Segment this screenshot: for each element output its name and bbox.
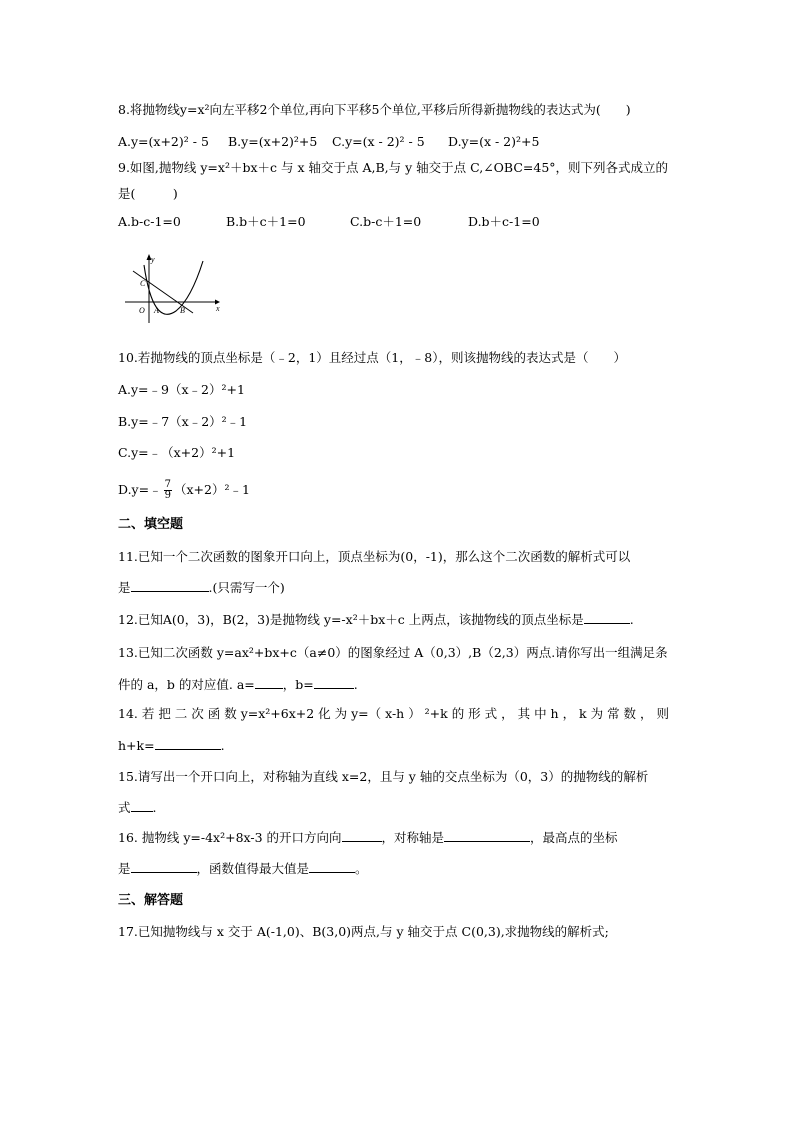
q17-stem: 17.已知抛物线与 x 交于 A(-1,0)、B(3,0)两点,与 y 轴交于点 C(0,3),求抛物线的解析式;	[118, 924, 609, 939]
q16-vertex-blank[interactable]	[131, 861, 197, 873]
q9-option-a: A.b-c-1=0	[118, 214, 181, 229]
q16-part-d: 是	[118, 861, 131, 876]
label-a: A	[154, 306, 159, 315]
q16-part-c: ，最高点的坐标	[530, 830, 618, 845]
q8-option-c: C.y=(x - 2)² - 5	[332, 134, 425, 149]
q8-option-b: B.y=(x+2)²+5	[228, 134, 318, 149]
parabola-curve	[144, 261, 203, 314]
q15-prefix: 式	[118, 800, 131, 815]
q9-stem-line1: 9.如图,抛物线 y=x²＋bx＋c 与 x 轴交于点 A,B,与 y 轴交于点 C,∠OBC=45°，则下列各式成立的	[118, 160, 669, 175]
q14-line2	[118, 738, 225, 754]
q13-b-blank[interactable]	[314, 677, 354, 689]
q15-answer-blank[interactable]	[131, 800, 153, 812]
q11-answer-blank[interactable]	[131, 580, 209, 592]
q8-option-a: A.y=(x+2)² - 5	[118, 134, 209, 149]
q9-option-c: C.b-c＋1=0	[350, 214, 422, 229]
q10-option-b: B.y=﹣7（x﹣2）²﹣1	[118, 414, 248, 429]
q8-stem: 8.将抛物线y=x²向左平移2个单位,再向下平移5个单位,平移后所得新抛物线的表达式为( )	[118, 102, 631, 117]
fraction-numerator: 7	[164, 479, 171, 490]
q14-answer-blank[interactable]	[155, 738, 221, 750]
q14-prefix: h+k=	[118, 738, 155, 753]
q12-line	[118, 612, 634, 628]
q11-prefix: 是	[118, 580, 131, 595]
q12-answer-blank[interactable]	[584, 612, 630, 624]
q8-option-d: D.y=(x - 2)²+5	[448, 134, 540, 149]
q15-line1: 15.请写出一个开口向上，对称轴为直线 x=2，且与 y 轴的交点坐标为（0，3）的抛物线的解析	[118, 769, 649, 784]
q8-options	[118, 134, 539, 150]
label-o: O	[139, 306, 145, 315]
q16-part-f: 。	[355, 861, 368, 876]
q13-prefix: 件的 a，b 的对应值. a=	[118, 677, 255, 692]
label-x: x	[216, 304, 220, 313]
q9-option-d: D.b＋c-1=0	[468, 214, 540, 229]
label-b: B	[180, 306, 185, 315]
q10-option-d	[118, 480, 250, 501]
q10-option-d-fraction	[164, 480, 172, 501]
q12-suffix: .	[629, 612, 634, 627]
q14-suffix: .	[220, 738, 225, 753]
q9-parabola-figure	[123, 253, 223, 325]
q10-option-c: C.y=﹣（x+2）²+1	[118, 445, 236, 460]
q16-line2	[118, 861, 368, 877]
q13-suffix: .	[353, 677, 358, 692]
q13-line2	[118, 677, 358, 693]
label-c: C	[140, 279, 146, 288]
q13-line1: 13.已知二次函数 y=ax²+bx+c（a≠0）的图象经过 A（0,3）,B（2,3）两点.请你写出一组满足条	[118, 645, 668, 660]
q10-option-d-prefix: D.y=﹣	[118, 482, 162, 497]
label-y: y	[151, 255, 155, 264]
q15-suffix: .	[152, 800, 157, 815]
section-solve-heading: 三、解答题	[118, 893, 184, 908]
q11-line2	[118, 580, 285, 596]
q13-mid: ，b=	[282, 677, 314, 692]
q9-option-b: B.b＋c＋1=0	[226, 214, 306, 229]
q11-suffix: .(只需写一个)	[208, 580, 285, 595]
q16-line1	[118, 830, 618, 846]
q16-direction-blank[interactable]	[342, 830, 382, 842]
q9-stem-line2: 是( )	[118, 186, 178, 201]
q15-line2	[118, 800, 157, 816]
q16-max-blank[interactable]	[309, 861, 355, 873]
q16-part-b: ，对称轴是	[381, 830, 445, 845]
fraction-denominator: 9	[164, 490, 171, 501]
q12-prefix: 12.已知A(0，3)，B(2，3)是抛物线 y=-x²＋bx＋c 上两点，该抛物线的顶点坐标是	[118, 612, 584, 627]
q9-options	[118, 214, 540, 230]
q10-option-a: A.y=﹣9（x﹣2）²+1	[118, 382, 245, 397]
section-fill-in-heading: 二、填空题	[118, 517, 184, 532]
q13-a-blank[interactable]	[255, 677, 283, 689]
q16-part-e: ，函数值得最大值是	[196, 861, 310, 876]
q10-option-d-suffix: （x+2）²﹣1	[173, 482, 250, 497]
q11-line1: 11.已知一个二次函数的图象开口向上，顶点坐标为(0，-1)，那么这个二次函数的解析式可以	[118, 549, 631, 564]
q10-stem: 10.若抛物线的顶点坐标是（﹣2，1）且经过点（1，﹣8），则该抛物线的表达式是（ ）	[118, 350, 626, 365]
q16-part-a: 16. 抛物线 y=-4x²+8x-3 的开口方向向	[118, 830, 342, 845]
q14-line1: 14. 若 把 二 次 函 数 y=x²+6x+2 化 为 y=（ x-h ） ²+k 的 形 式 ， 其 中 h ， k 为 常 数 ， 则	[118, 706, 669, 721]
q16-axis-blank[interactable]	[444, 830, 530, 842]
